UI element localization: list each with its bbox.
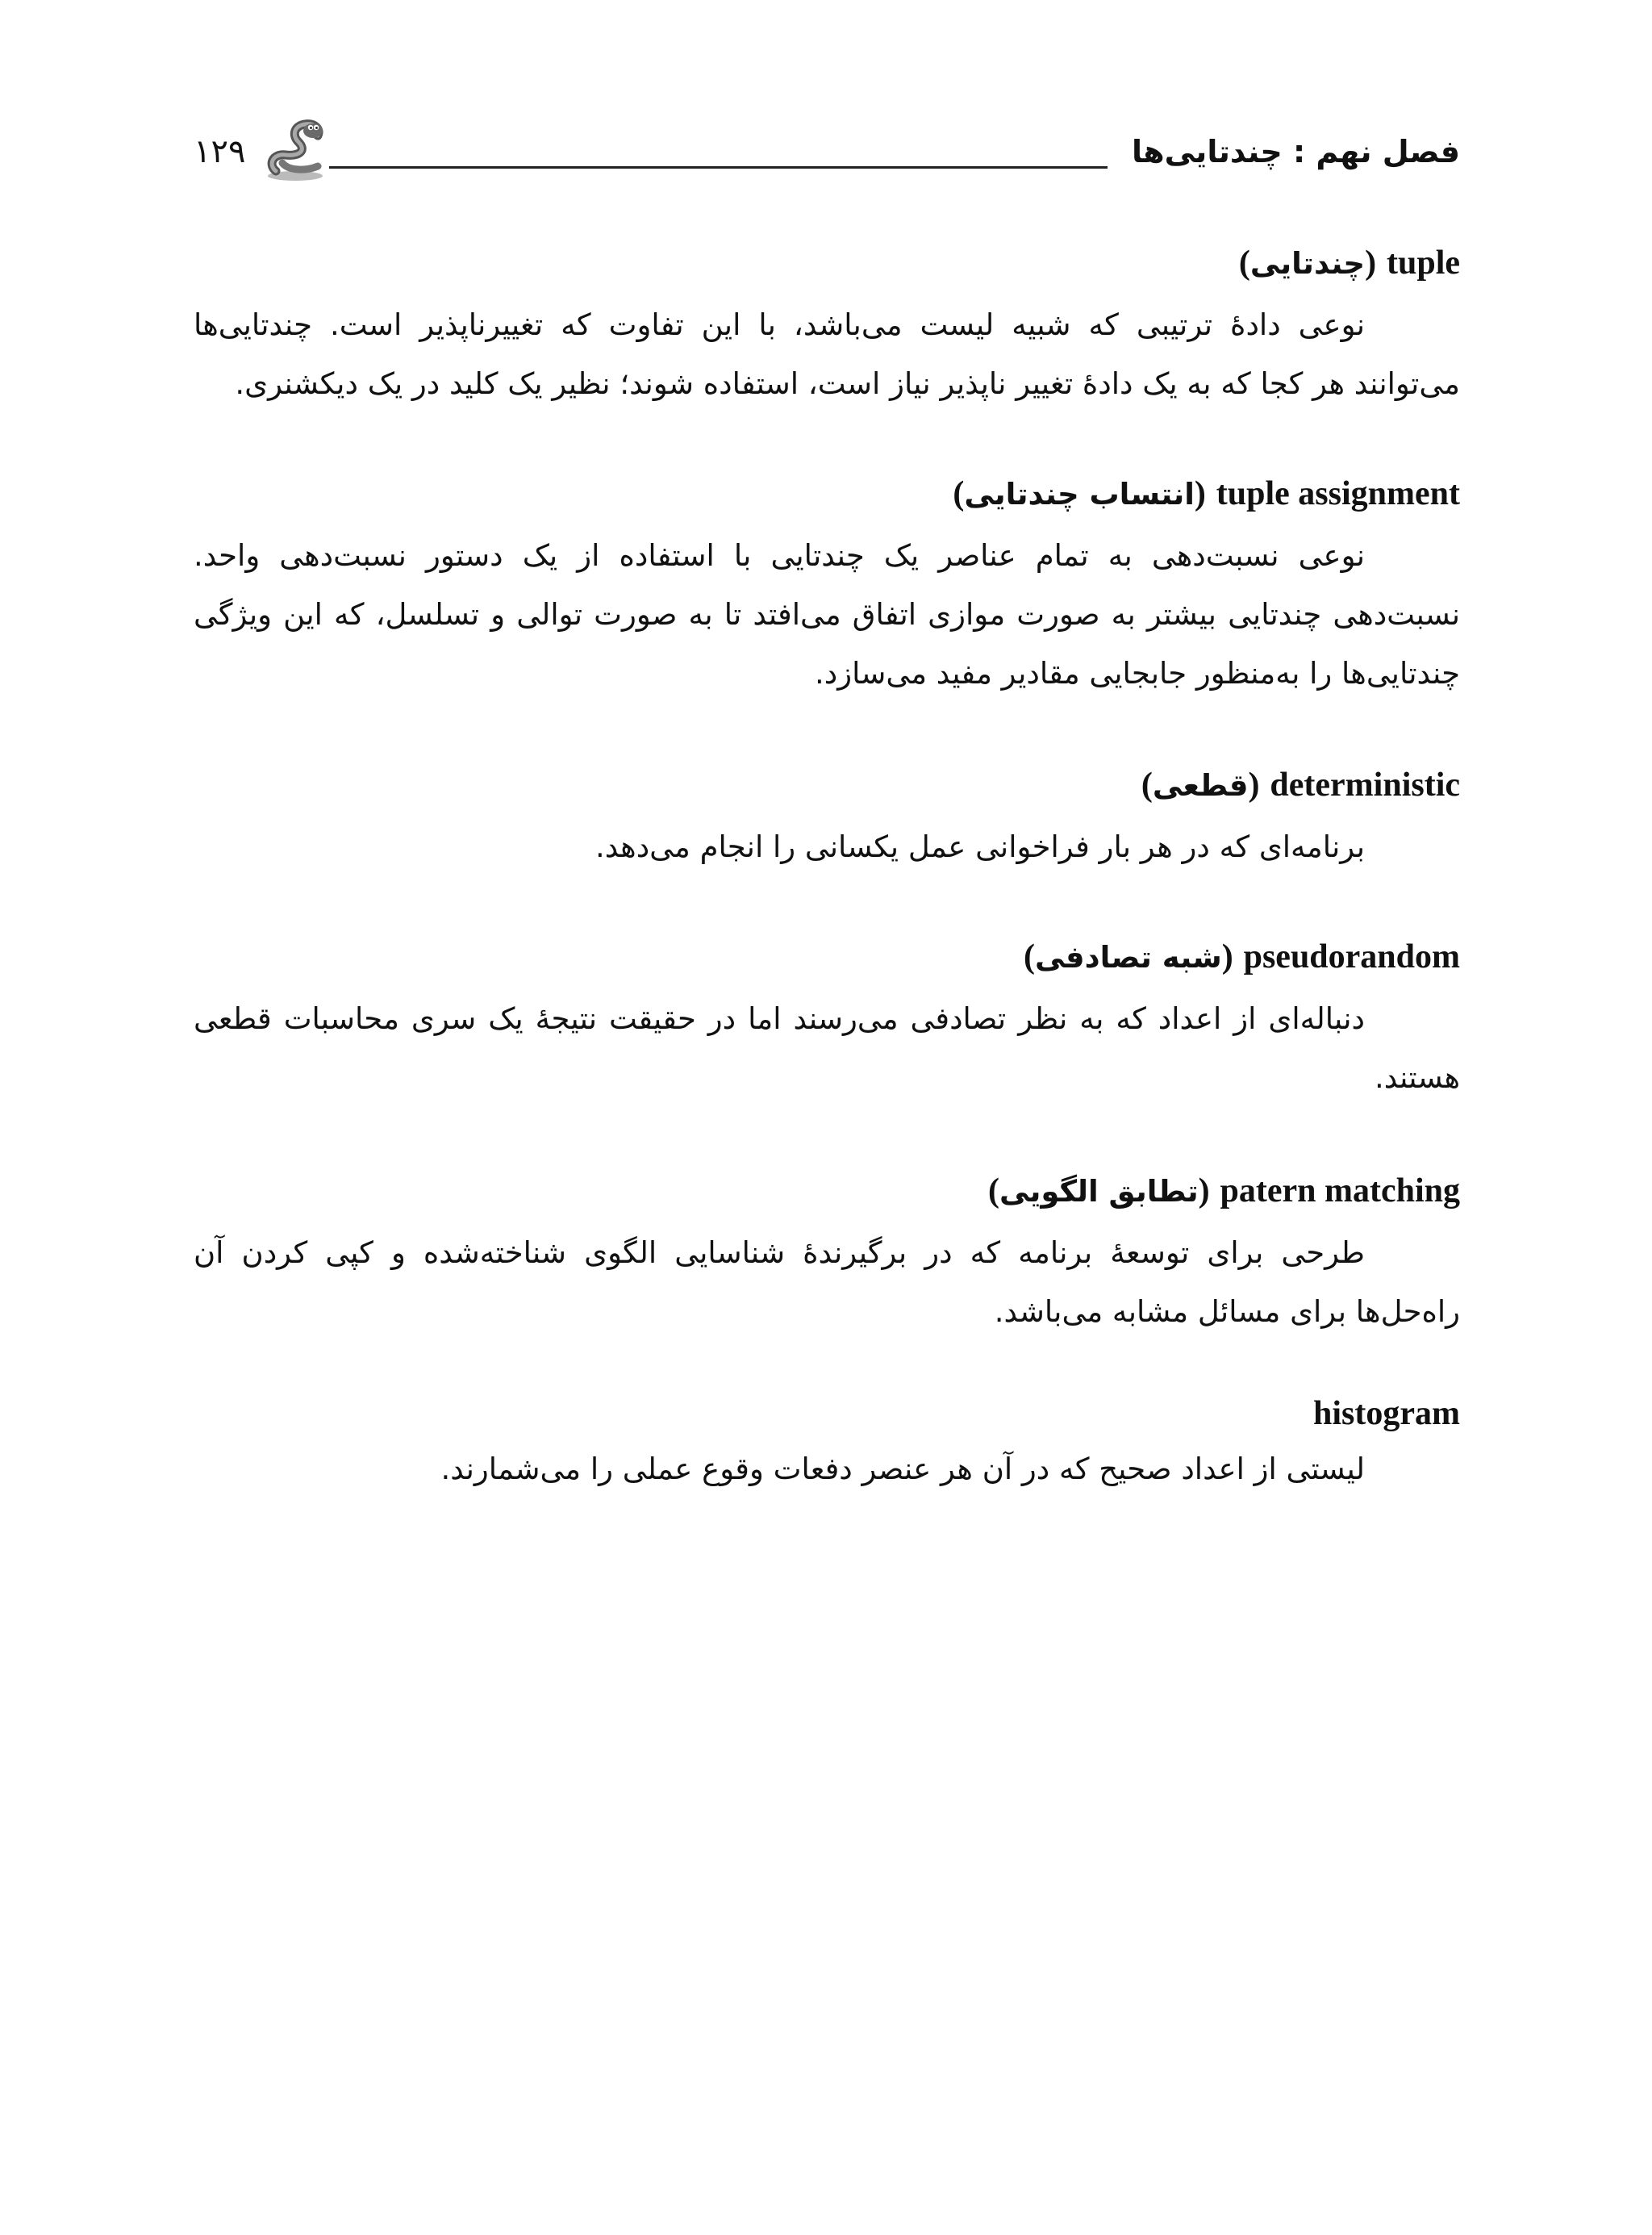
term-translation: تطابق الگویی <box>999 1174 1199 1209</box>
glossary-term-heading: tuple assignment (انتساب چندتایی) <box>953 475 1460 512</box>
term-english: tuple <box>1386 244 1460 282</box>
chapter-title: فصل نهم : چندتایی‌ها <box>1108 127 1460 176</box>
glossary-term-heading: deterministic (قطعی) <box>1141 767 1460 804</box>
term-translation: انتساب چندتایی <box>964 477 1195 512</box>
term-english: deterministic <box>1270 767 1460 804</box>
term-translation: قطعی <box>1152 768 1249 803</box>
term-english: tuple assignment <box>1216 475 1460 512</box>
term-english: patern matching <box>1220 1172 1460 1209</box>
term-definition: نوعی دادهٔ ترتیبی که شبیه لیست می‌باشد، با این تفاوت که تغییرناپذیر است. چندتایی‌ها می‌توانند هر کجا که به یک دادهٔ تغییر ناپذیر نیاز است، استفاده شوند؛ نظیر یک کلید در یک دیکشنری. <box>194 307 1460 401</box>
term-definition: طرحی برای توسعهٔ برنامه که در برگیرندهٔ شناسایی الگوی شناخته‌شده و کپی کردن آن راه‌حل‌ها برای مسائل مشابه می‌باشد. <box>194 1235 1460 1329</box>
snake-mascot-icon <box>261 118 329 182</box>
glossary-term-heading <box>194 1389 1460 1438</box>
glossary-entry-tuple-assignment <box>194 470 1460 703</box>
term-translation: چندتایی <box>1249 246 1366 281</box>
term-english: histogram <box>1313 1395 1460 1432</box>
glossary-term-heading: patern matching (تطابق الگویی) <box>988 1172 1460 1209</box>
term-definition: نوعی نسبت‌دهی به تمام عناصر یک چندتایی با استفاده از یک دستور نسبت‌دهی واحد. نسبت‌دهی چندتایی بیشتر به صورت موازی اتفاق می‌افتد تا به صورت توالی و تسلسل، که این ویژگی چندتایی‌ها را به‌منظور جابجایی مقادیر مفید می‌سازد. <box>194 538 1460 691</box>
running-header <box>194 121 1460 186</box>
glossary-entry-patern-matching <box>194 1167 1460 1341</box>
glossary-entry-tuple <box>194 239 1460 413</box>
page-number: ۱۲۹ <box>194 127 261 176</box>
term-definition: لیستی از اعداد صحیح که در آن هر عنصر دفعات وقوع عملی را می‌شمارند. <box>440 1452 1365 1486</box>
glossary-list <box>194 239 1460 1498</box>
glossary-entry-histogram <box>194 1389 1460 1498</box>
term-translation: شبه تصادفی <box>1035 940 1222 975</box>
term-definition: دنباله‌ای از اعداد که به نظر تصادفی می‌رسند اما در حقیقت نتیجهٔ یک سری محاسبات قطعی هستند. <box>194 1001 1460 1095</box>
glossary-entry-deterministic <box>194 761 1460 876</box>
term-definition: برنامه‌ای که در هر بار فراخوانی عمل یکسانی را انجام می‌دهد. <box>595 829 1365 864</box>
glossary-term-heading: tuple (چندتایی) <box>1238 244 1460 282</box>
term-english: pseudorandom <box>1243 938 1460 975</box>
glossary-entry-pseudorandom <box>194 933 1460 1107</box>
glossary-term-heading: pseudorandom (شبه تصادفی) <box>1024 938 1460 975</box>
